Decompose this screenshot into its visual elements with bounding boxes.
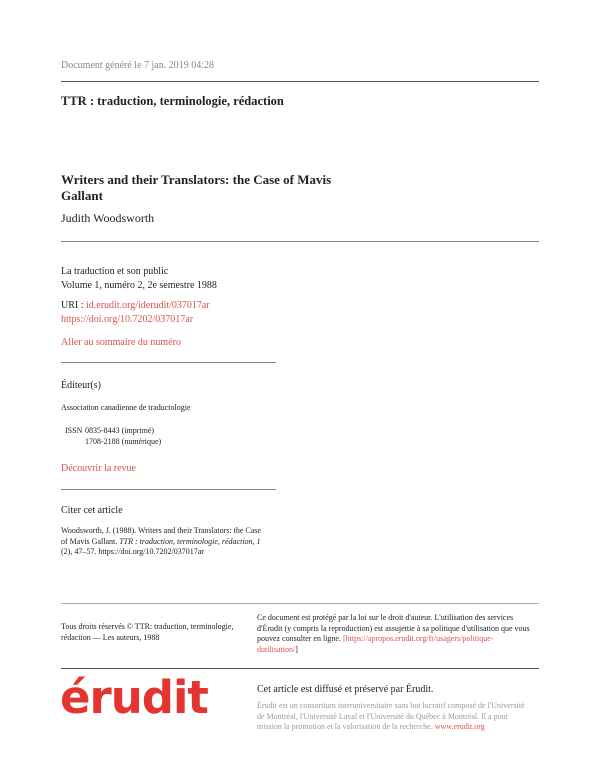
title-rule: [61, 241, 539, 242]
publisher-name: Association canadienne de traductologie: [61, 403, 191, 412]
consortium-line3: mission la promotion et la valorisation de la recherche. www.erudit.org: [257, 722, 485, 731]
rights-line1: Tous droits réservés © TTR: traduction, terminologie,: [61, 622, 234, 631]
diffusion-statement: Cet article est diffusé et préservé par Érudit.: [257, 684, 434, 695]
footer-rule-bottom: [61, 668, 539, 669]
section-rule-1: [61, 362, 276, 363]
publisher-heading: Éditeur(s): [61, 380, 101, 391]
policy-link[interactable]: [https://apropos.erudit.org/fr/usagers/politique-: [342, 634, 494, 643]
section-rule-2: [61, 489, 276, 490]
citation-line1: Woodsworth, J. (1988). Writers and their Translators: the Case: [61, 526, 261, 535]
erudit-website-link[interactable]: www.erudit.org: [434, 722, 485, 731]
consortium-line1: Érudit est un consortium interuniversitaire sans but lucratif composé de l'Université: [257, 701, 525, 710]
discover-link[interactable]: Découvrir la revue: [61, 463, 136, 474]
issue-info: [61, 265, 217, 293]
article-title-line2: Gallant: [61, 188, 103, 203]
generated-date: Document généré le 7 jan. 2019 04:28: [61, 60, 215, 71]
copyright-line4: dutilisation/]: [257, 644, 298, 654]
citation-journal: TTR : traduction, terminologie, rédaction, 1: [119, 536, 261, 546]
citation-line3: (2), 47–57. https://doi.org/10.7202/037017ar: [61, 547, 204, 556]
uri-label: URI :: [61, 300, 86, 311]
uri-line: [61, 299, 210, 313]
issn-print: 0835-8443 (imprimé): [85, 426, 155, 435]
issue-volume: Volume 1, numéro 2, 2e semestre 1988: [61, 280, 217, 291]
article-title: [61, 172, 331, 204]
doi-link[interactable]: https://doi.org/10.7202/037017ar: [61, 314, 194, 325]
toc-link[interactable]: Aller au sommaire du numéro: [61, 337, 181, 348]
article-title-line1: Writers and their Translators: the Case of Mavis: [61, 172, 332, 187]
policy-link-cont[interactable]: dutilisation/: [257, 644, 296, 654]
article-author: Judith Woodsworth: [61, 211, 155, 225]
issn-label: ISSN: [65, 426, 83, 435]
rights-line2: rédaction — Les auteurs, 1988: [61, 632, 160, 642]
issue-theme: La traduction et son public: [61, 266, 169, 277]
copyright-line2: d'Érudit (y compris la reproduction) est assujettie à sa politique d'utilisation que vous: [257, 623, 530, 633]
erudit-logo: érudit: [60, 671, 208, 724]
journal-title: TTR : traduction, terminologie, rédaction: [61, 94, 284, 108]
copyright-line1: Ce document est protégé par la loi sur le droit d'auteur. L'utilisation des services: [257, 613, 514, 622]
issn-block: [65, 425, 161, 447]
consortium-line2: de Montréal, l'Université Laval et l'Université du Québec à Montréal. Il a pour: [257, 711, 509, 721]
citation-line2: of Mavis Gallant. TTR : traduction, terminologie, rédaction, 1: [61, 536, 261, 546]
issn-digital: 1708-2188 (numérique): [85, 437, 162, 446]
copyright-line3: pouvez consulter en ligne. [https://apropos.erudit.org/fr/usagers/politique-: [257, 634, 494, 643]
rights-block: [61, 622, 233, 643]
citation-heading: Citer cet article: [61, 505, 123, 516]
uri-link[interactable]: id.erudit.org/iderudit/037017ar: [86, 300, 210, 311]
footer-rule-top: [61, 603, 539, 604]
copyright-notice: [257, 613, 539, 655]
consortium-text: [257, 701, 525, 733]
issue-links: [61, 299, 210, 327]
citation-text: [61, 526, 261, 558]
header-rule: [61, 81, 539, 82]
